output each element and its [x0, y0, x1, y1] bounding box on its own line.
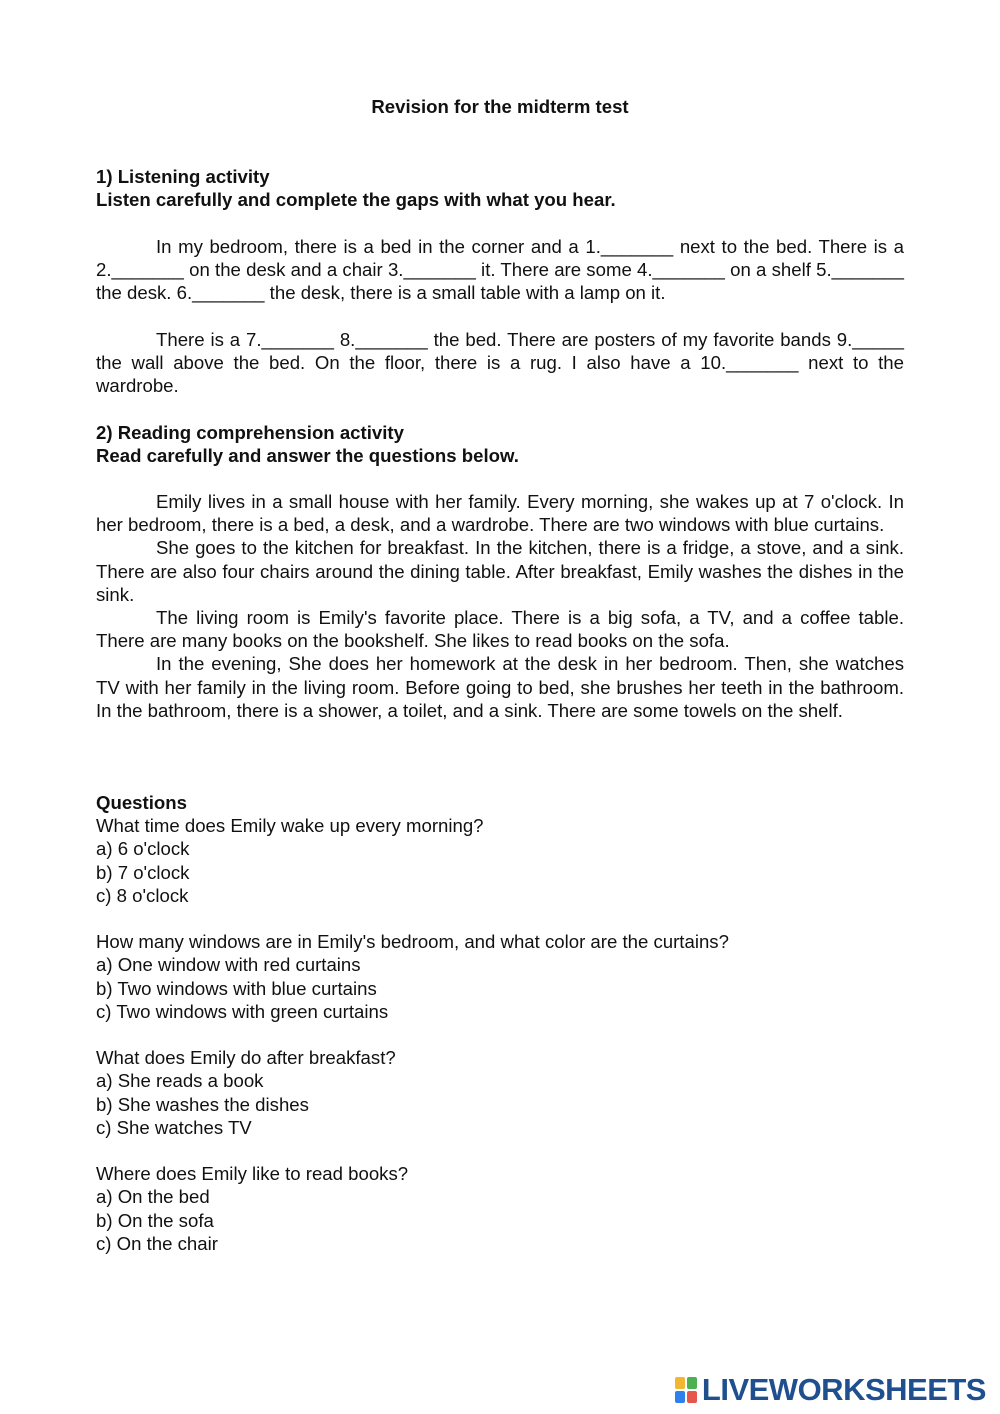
page-title: Revision for the midterm test: [371, 96, 629, 117]
liveworksheets-wordmark: LIVEWORKSHEETS: [701, 1372, 986, 1407]
question-text: What does Emily do after breakfast?: [96, 1047, 396, 1069]
answer-option[interactable]: b) On the sofa: [96, 1209, 214, 1231]
listening-paragraph: There is a 7._______ 8._______ the bed. There are posters of my favorite bands 9._____ the wall above the bed. On the floor, there is a rug. I also have a 10._______ next to the wardrobe.: [96, 328, 904, 397]
question-block: [96, 1162, 904, 1255]
reading-paragraph: The living room is Emily's favorite place. There is a big sofa, a TV, and a coffee table. There are many books on the bookshelf. She likes to read books on the sofa.: [96, 607, 904, 652]
question-block: [96, 814, 904, 907]
listening-heading: 1) Listening activity: [96, 166, 270, 187]
questions-section: [96, 791, 904, 1278]
reading-instruction: Read carefully and answer the questions below.: [96, 445, 519, 467]
question-text: How many windows are in Emily's bedroom, and what color are the curtains?: [96, 931, 729, 953]
answer-option[interactable]: b) She washes the dishes: [96, 1093, 309, 1115]
reading-heading: 2) Reading comprehension activity: [96, 422, 404, 443]
answer-option[interactable]: a) She reads a book: [96, 1070, 264, 1092]
reading-paragraph: In the evening, She does her homework at the desk in her bedroom. Then, she watches TV with her family in the living room. Before going to bed, she brushes her teeth in the bathroom. In the bathroom, there is a shower, a toilet, and a sink. There are some towels on the shelf.: [96, 653, 904, 721]
question-text: What time does Emily wake up every morning?: [96, 815, 484, 837]
liveworksheets-mark-icon: [675, 1377, 699, 1403]
answer-option[interactable]: a) 6 o'clock: [96, 838, 190, 860]
answer-option[interactable]: c) 8 o'clock: [96, 884, 189, 906]
reading-paragraph: Emily lives in a small house with her family. Every morning, she wakes up at 7 o'clock. In her bedroom, there is a bed, a desk, and a wardrobe. There are two windows with blue curtains.: [96, 491, 904, 536]
listening-paragraph: In my bedroom, there is a bed in the corner and a 1._______ next to the bed. There is a 2._______ on the desk and a chair 3._______ it. There are some 4._______ on a shelf 5._______ the desk. 6._______ the desk, there is a small table with a lamp on it.: [96, 236, 904, 304]
liveworksheets-logo: [675, 1374, 986, 1406]
listening-text: [96, 235, 904, 397]
question-block: [96, 1046, 904, 1139]
answer-option[interactable]: c) She watches TV: [96, 1116, 252, 1138]
answer-option[interactable]: b) Two windows with blue curtains: [96, 977, 377, 999]
listening-section: [96, 165, 904, 211]
reading-text: [96, 490, 904, 722]
reading-paragraph: She goes to the kitchen for breakfast. In the kitchen, there is a fridge, a stove, and a sink. There are also four chairs around the dining table. After breakfast, Emily washes the dishes in the sink.: [96, 537, 904, 605]
reading-section: [96, 421, 904, 467]
question-text: Where does Emily like to read books?: [96, 1163, 409, 1185]
listening-instruction: Listen carefully and complete the gaps with what you hear.: [96, 189, 616, 211]
questions-heading: Questions: [96, 792, 187, 813]
answer-option[interactable]: a) On the bed: [96, 1186, 210, 1208]
question-block: [96, 930, 904, 1023]
answer-option[interactable]: c) On the chair: [96, 1232, 218, 1254]
answer-option[interactable]: b) 7 o'clock: [96, 861, 190, 883]
answer-option[interactable]: a) One window with red curtains: [96, 954, 361, 976]
answer-option[interactable]: c) Two windows with green curtains: [96, 1000, 389, 1022]
